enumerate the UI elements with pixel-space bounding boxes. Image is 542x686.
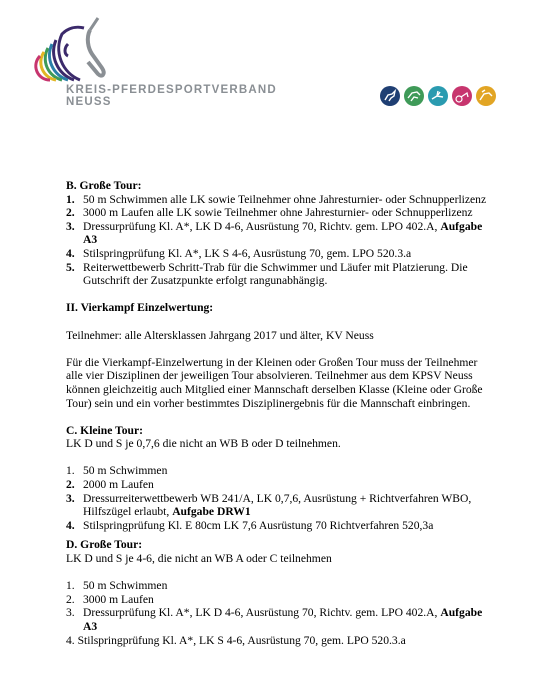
- section-d-heading: D. Große Tour:: [66, 538, 143, 552]
- list-text: 50 m Schwimmen: [83, 464, 168, 478]
- list-item: [66, 261, 494, 288]
- list-item: [66, 220, 494, 247]
- section-c-list: [66, 464, 494, 532]
- section-d-last-line: 4. Stilspringprüfung Kl. A*, LK S 4-6, Ausrüstung 70, gem. LPO 520.3.a: [66, 633, 406, 647]
- list-text: Stilspringprüfung Kl. E 80cm LK 7,6 Ausrüstung 70 Richtverfahren 520,3a: [83, 518, 434, 532]
- list-number: 2.: [66, 206, 75, 220]
- list-number: 2.: [66, 592, 75, 606]
- task-label: Aufgabe A3: [83, 219, 483, 247]
- list-text: Stilspringprüfung Kl. A*, LK S 4-6, Ausrüstung 70, gem. LPO 520.3.a: [83, 246, 412, 260]
- list-text: 50 m Schwimmen: [83, 579, 168, 593]
- list-text-wrapper: [83, 220, 494, 247]
- list-number: 2.: [66, 478, 75, 492]
- list-item: [66, 464, 494, 478]
- list-item: [66, 247, 494, 261]
- jumping-icon: [404, 86, 424, 106]
- vierkampf-paragraph: Für die Vierkampf-Einzelwertung in der Kleinen oder Großen Tour muss der Teilnehmer alle vier Disziplinen der jeweiligen Tour absolvieren. Teilnehmer aus dem KPSV Neuss können gleichzeitig auch Mitglied einer Mannschaft derselben Klasse (Kleine oder Große Tour) sein und ein vorher bestimmtes Disziplinergebnis für die Mannschaft einbringen.: [66, 355, 483, 410]
- list-number: 3.: [66, 606, 75, 620]
- section-d-list: [66, 579, 494, 633]
- section-d-subtitle: LK D und S je 4-6, die nicht an WB A oder C teilnehmen: [66, 552, 332, 566]
- eventing-icon: [476, 86, 496, 106]
- list-item: [66, 579, 494, 593]
- vaulting-icon: [428, 86, 448, 106]
- list-text: 2000 m Laufen: [83, 478, 154, 492]
- list-number: 3.: [66, 219, 75, 233]
- letterhead: [0, 0, 542, 120]
- section-c-heading: C. Kleine Tour:: [66, 423, 143, 437]
- list-text: Reiterwettbewerb Schritt-Trab für die Schwimmer und Läufer mit Platzierung. Die Gutschrift der Zusatzpunkte erfolgt rangunabhängig.: [83, 260, 468, 288]
- list-item: [66, 519, 494, 533]
- list-item: [66, 478, 494, 492]
- list-item: [66, 606, 494, 633]
- list-number: 4.: [66, 518, 75, 532]
- org-name-line1: KREIS-PFERDESPORTVERBAND: [66, 84, 277, 96]
- task-label: Aufgabe DRW1: [172, 505, 251, 519]
- vierkampf-participants: Teilnehmer: alle Altersklassen Jahrgang 2017 und älter, KV Neuss: [66, 328, 374, 342]
- horse-logo-icon: [28, 14, 118, 84]
- list-text: Dressurprüfung Kl. A*, LK D 4-6, Ausrüstung 70, Richtv. gem. LPO 402.A,: [83, 606, 441, 620]
- org-name-line2: NEUSS: [66, 96, 112, 108]
- task-label: Aufgabe A3: [83, 606, 483, 633]
- list-item: [66, 492, 494, 519]
- document-body: [66, 179, 494, 647]
- list-number: 3.: [66, 491, 75, 505]
- section-c-subtitle: LK D und S je 0,7,6 die nicht an WB B oder D teilnehmen.: [66, 437, 341, 451]
- list-text: 50 m Schwimmen alle LK sowie Teilnehmer ohne Jahresturnier- oder Schnupperlizenz: [83, 192, 487, 206]
- list-number: 1.: [66, 464, 75, 478]
- list-text: Dressurreiterwettbewerb WB 241/A, LK 0,7,6, Ausrüstung + Richtverfahren WBO, Hilfszügel erlaubt,: [83, 491, 472, 519]
- list-number: 5.: [66, 260, 75, 274]
- list-text: Dressurprüfung Kl. A*, LK D 4-6, Ausrüstung 70, Richtv. gem. LPO 402.A,: [83, 219, 441, 233]
- list-number: 1.: [66, 579, 75, 593]
- list-text-wrapper: [83, 606, 494, 633]
- list-number: 4.: [66, 246, 75, 260]
- discipline-icons: [380, 86, 496, 106]
- list-text: 3000 m Laufen: [83, 592, 154, 606]
- list-item: [66, 193, 494, 207]
- section-b-heading: B. Große Tour:: [66, 179, 142, 192]
- organization-name: [66, 84, 277, 108]
- section-b-list: [66, 193, 494, 288]
- list-number: 1.: [66, 192, 75, 206]
- list-item: [66, 593, 494, 607]
- driving-icon: [452, 86, 472, 106]
- vierkampf-heading: II. Vierkampf Einzelwertung:: [66, 301, 214, 315]
- list-item: [66, 206, 494, 220]
- list-text: 3000 m Laufen alle LK sowie Teilnehmer ohne Jahresturnier- oder Schnupperlizenz: [83, 206, 473, 220]
- dressage-icon: [380, 86, 400, 106]
- list-text-wrapper: [83, 492, 494, 519]
